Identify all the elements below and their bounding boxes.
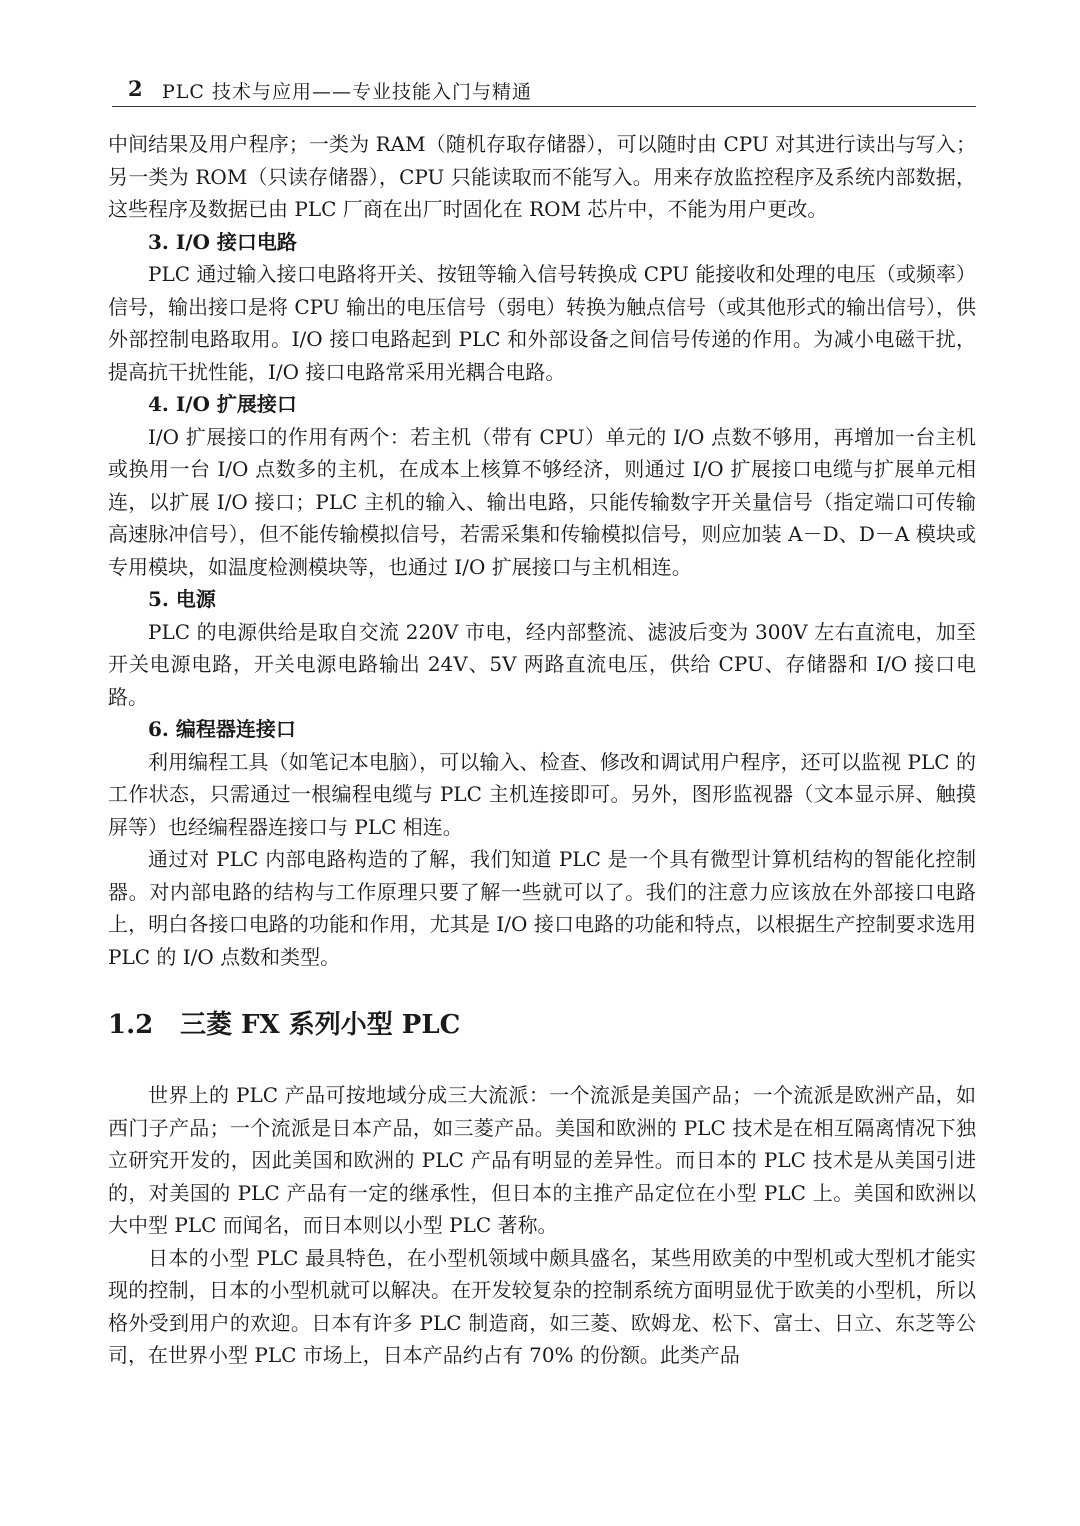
- section-heading-programmer-port: 6. 编程器连接口: [148, 717, 296, 741]
- page-body: [108, 128, 976, 1372]
- paragraph-plc-schools: 世界上的 PLC 产品可按地域分成三大流派：一个流派是美国产品；一个流派是欧洲产品，如西门子产品；一个流派是日本产品，如三菱产品。美国和欧洲的 PLC 技术是在相互隔离情况下独立研究开发的，因此美国和欧洲的 PLC 产品有明显的差异性。而日本的 PLC 技术是从美国引进的，对美国的 PLC 产品有一定的继承性，但日本的主推产品定位在小型 PLC 上。美国和欧洲以大中型 PLC 而闻名，而日本则以小型 PLC 著称。: [108, 1083, 976, 1237]
- continuation-paragraph: 中间结果及用户程序；一类为 RAM（随机存取存储器），可以随时由 CPU 对其进行读出与写入；另一类为 ROM（只读存储器），CPU 只能读取而不能写入。用来存放监控程序及系统内部数据，这些程序及数据已由 PLC 厂商在出厂时固化在 ROM 芯片中，不能为用户更改。: [108, 132, 976, 221]
- book-title: PLC 技术与应用——专业技能入门与精通: [162, 81, 532, 103]
- summary-paragraph: 通过对 PLC 内部电路构造的了解，我们知道 PLC 是一个具有微型计算机结构的智能化控制器。对内部电路的结构与工作原理只要了解一些就可以了。我们的注意力应该放在外部接口电路上，明白各接口电路的功能和作用，尤其是 I/O 接口电路的功能和特点，以根据生产控制要求选用 PLC 的 I/O 点数和类型。: [108, 847, 976, 969]
- section-title-text: 三菱 FX 系列小型 PLC: [180, 1010, 461, 1040]
- paragraph-io-expansion: I/O 扩展接口的作用有两个：若主机（带有 CPU）单元的 I/O 点数不够用，再增加一台主机或换用一台 I/O 点数多的主机，在成本上核算不够经济，则通过 I/O 扩展接口电缆与扩展单元相连，以扩展 I/O 接口；PLC 主机的输入、输出电路，只能传输数字开关量信号（指定端口可传输高速脉冲信号），但不能传输模拟信号，若需采集和传输模拟信号，则应加装 A－D、D－A 模块或专用模块，如温度检测模块等，也通过 I/O 扩展接口与主机相连。: [108, 424, 976, 579]
- section-number: 1.2: [108, 1010, 154, 1040]
- section-heading-io-expansion: 4. I/O 扩展接口: [148, 392, 297, 416]
- paragraph-programmer-port: 利用编程工具（如笔记本电脑），可以输入、检查、修改和调试用户程序，还可以监视 PLC 的工作状态，只需通过一根编程电缆与 PLC 主机连接即可。另外，图形监视器（文本显示屏、触摸屏等）也经编程器连接口与 PLC 相连。: [108, 749, 976, 839]
- paragraph-io-circuit: PLC 通过输入接口电路将开关、按钮等输入信号转换成 CPU 能接收和处理的电压（或频率）信号，输出接口是将 CPU 输出的电压信号（弱电）转换为触点信号（或其他形式的输出信号），供外部控制电路取用。I/O 接口电路起到 PLC 和外部设备之间信号传递的作用。为减小电磁干扰，提高抗干扰性能，I/O 接口电路常采用光耦合电路。: [108, 262, 976, 384]
- section-title-1-2: [108, 1005, 976, 1045]
- paragraph-power: PLC 的电源供给是取自交流 220V 市电，经内部整流、滤波后变为 300V 左右直流电，加至开关电源电路，开关电源电路输出 24V、5V 两路直流电压，供给 CPU、存储器和 I/O 接口电路。: [108, 619, 976, 709]
- running-header: [112, 74, 976, 107]
- section-heading-io-circuit: 3. I/O 接口电路: [148, 229, 297, 254]
- page-number: 2: [128, 76, 143, 101]
- section-heading-power: 5. 电源: [148, 587, 216, 611]
- paragraph-japan-small-plc: 日本的小型 PLC 最具特色，在小型机领域中颇具盛名，某些用欧美的中型机或大型机才能实现的控制，日本的小型机就可以解决。在开发较复杂的控制系统方面明显优于欧美的小型机，所以格外受到用户的欢迎。日本有许多 PLC 制造商，如三菱、欧姆龙、松下、富士、日立、东芝等公司，在世界小型 PLC 市场上，日本产品约占有 70% 的份额。此类产品: [108, 1245, 976, 1367]
